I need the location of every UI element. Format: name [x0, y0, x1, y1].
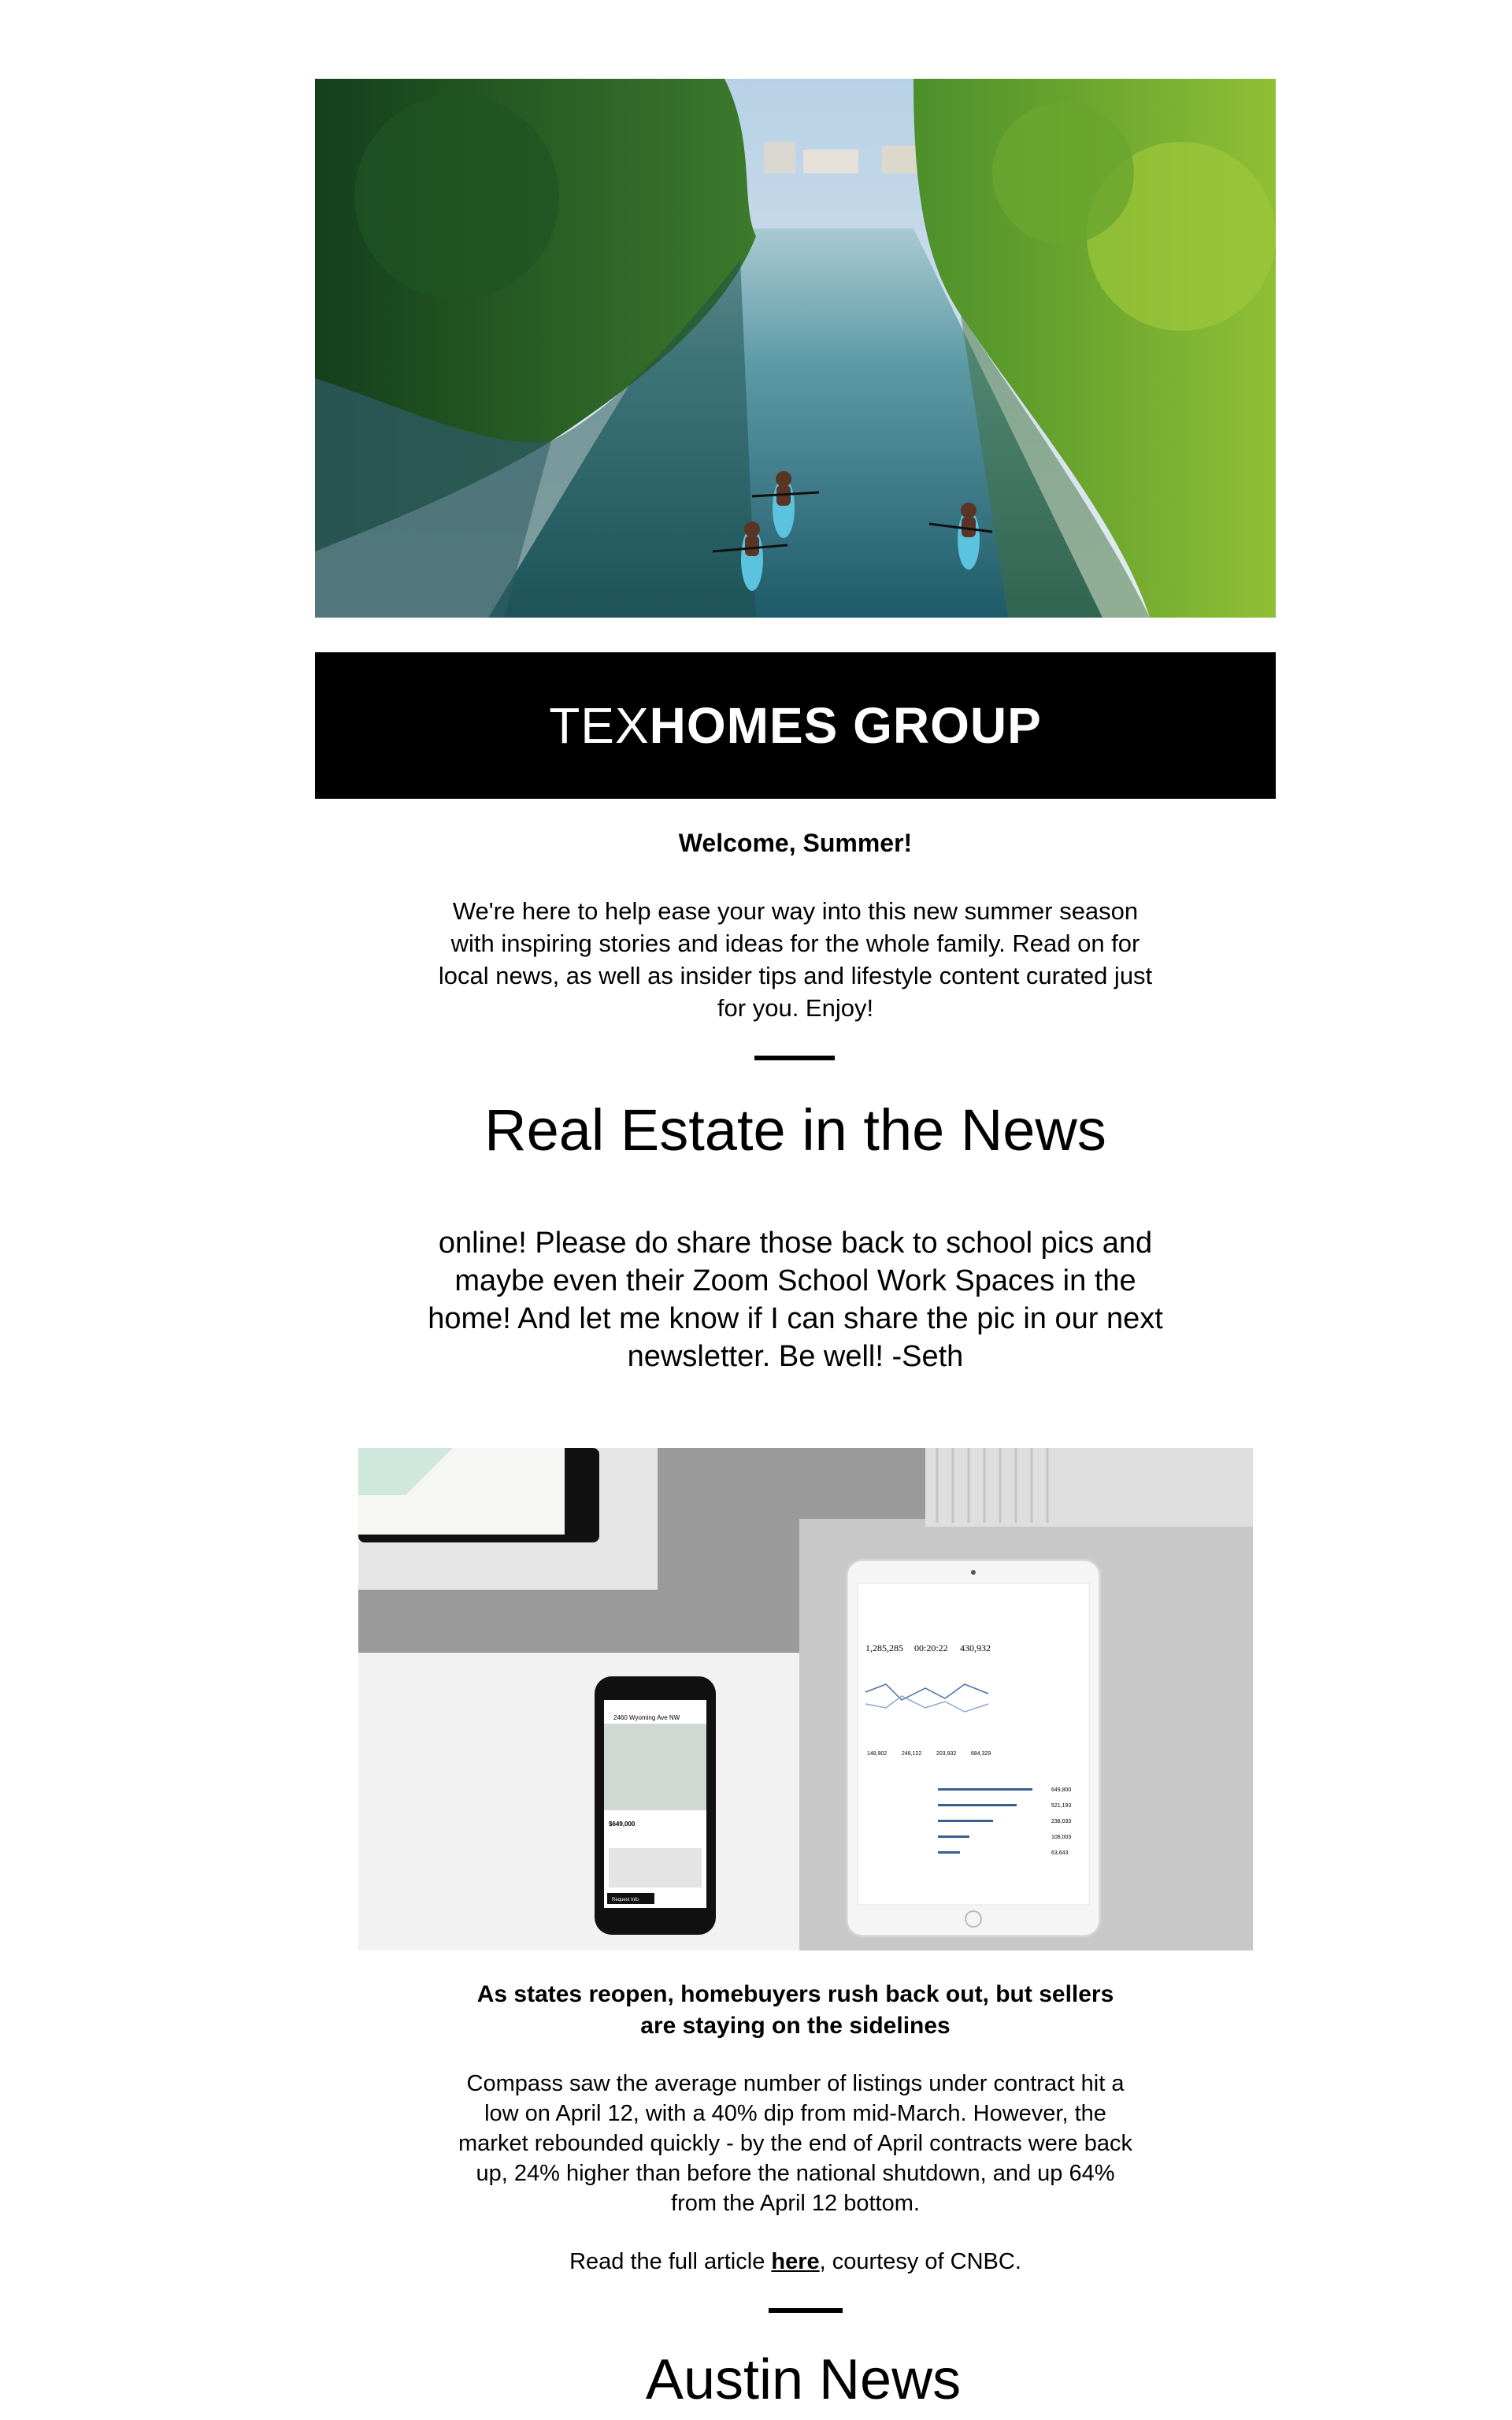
tablet-row-value-5: 63,643 [1051, 1850, 1069, 1856]
article-headline: As states reopen, homebuyers rush back out, but sellers are staying on the sidelines [476, 1981, 1114, 2039]
tablet-row-value-4: 108,003 [1051, 1835, 1072, 1840]
tablet-small-stat-1: 148,902 [867, 1751, 888, 1757]
read-more-suffix: , courtesy of CNBC. [819, 2249, 1021, 2274]
phone-price: $649,000 [609, 1821, 636, 1828]
newsletter-note: online! Please do share those back to school pics and maybe even their Zoom School Work Spaces in the home! And let me know if I can share the pic in our next newsletter. Be well! -Seth [428, 1227, 1163, 1373]
phone-button: Request Info [612, 1898, 639, 1902]
read-more-prefix: Read the full article [569, 2249, 772, 2274]
read-more-line [315, 2247, 1276, 2277]
brand-logo [549, 696, 1042, 755]
logo-light-text: TEX [549, 697, 650, 754]
logo-bold-text: HOMES GROUP [649, 697, 1042, 754]
tablet-row-value-3: 238,033 [1051, 1819, 1072, 1824]
tablet-small-stat-4: 684,329 [971, 1751, 991, 1757]
tablet-row-value-1: 649,800 [1051, 1787, 1072, 1793]
section-divider [769, 2308, 843, 2313]
tablet-stat-1: 1,285,285 [865, 1642, 903, 1654]
section-title-austin-news: Austin News [645, 2348, 962, 2411]
article-image [358, 1448, 1253, 1950]
article-link[interactable]: here [771, 2249, 820, 2274]
welcome-body: We're here to help ease your way into this new summer season with inspiring stories and ideas for the whole family. Read on for local news, as well as insider tips and lifestyle content curated just for you. Enjoy! [438, 897, 1153, 1022]
section-divider [754, 1056, 835, 1060]
tablet-stat-3: 430,932 [960, 1642, 991, 1654]
welcome-heading: Welcome, Summer! [678, 829, 913, 857]
article-body: Compass saw the average number of listings under contract hit a low on April 12, with a 40% dip from mid-March. However, the market rebounded quickly - by the end of April contracts were back up, 24% higher than before the national shutdown, and up 64% from the April 12 bottom. [458, 2071, 1132, 2216]
phone-address: 2460 Wyoming Ave NW [613, 1714, 680, 1721]
hero-image [315, 79, 1276, 618]
logo-banner [315, 652, 1276, 799]
tablet-stat-2: 00:20:22 [914, 1642, 948, 1654]
tablet-small-stat-2: 248,122 [902, 1751, 922, 1757]
section-title-real-estate: Real Estate in the News [484, 1097, 1106, 1163]
tablet-row-value-2: 521,193 [1051, 1803, 1072, 1809]
tablet-small-stat-3: 203,932 [936, 1751, 957, 1757]
